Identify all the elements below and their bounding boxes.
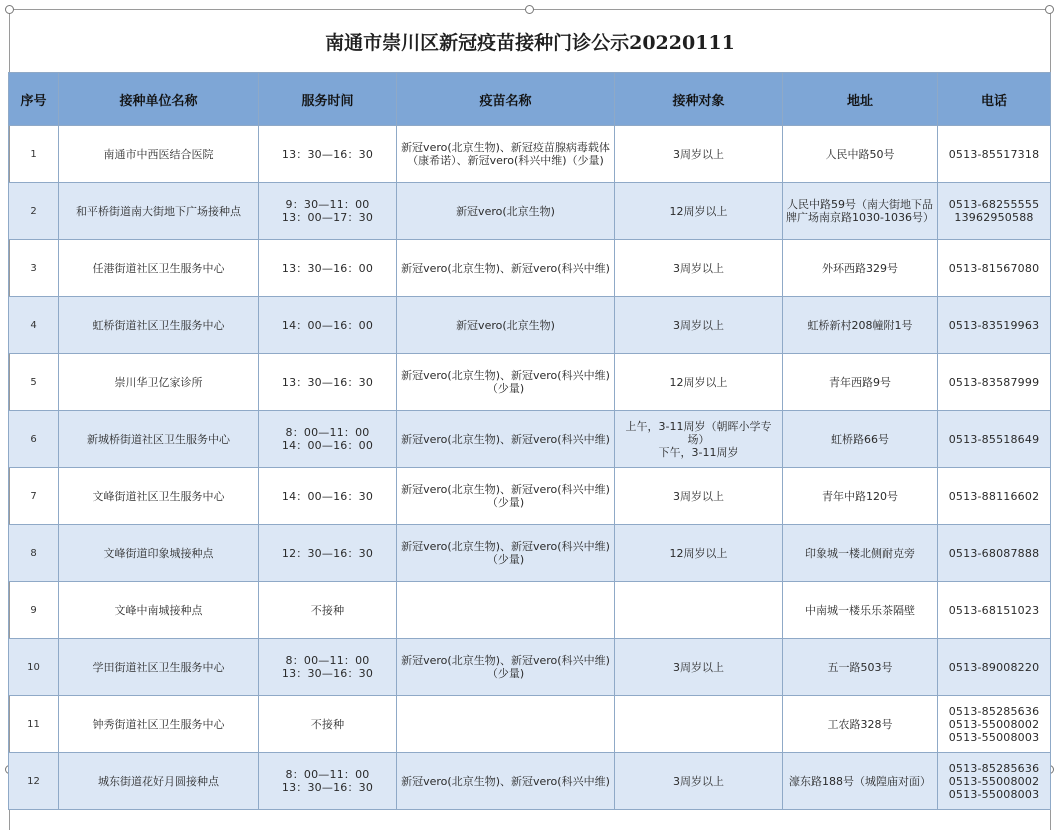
cell-time: 13：30—16：00 (259, 240, 397, 297)
cell-unit: 钟秀街道社区卫生服务中心 (59, 696, 259, 753)
cell-seq: 12 (9, 753, 59, 810)
cell-unit: 崇川华卫亿家诊所 (59, 354, 259, 411)
cell-seq: 4 (9, 297, 59, 354)
cell-phone: 0513-81567080 (938, 240, 1051, 297)
cell-address: 外环西路329号 (783, 240, 938, 297)
table-row (9, 468, 1051, 525)
cell-phone: 0513-68087888 (938, 525, 1051, 582)
cell-target (615, 696, 783, 753)
cell-unit: 文峰中南城接种点 (59, 582, 259, 639)
cell-address: 虹桥新村208幢附1号 (783, 297, 938, 354)
cell-phone: 0513-85518649 (938, 411, 1051, 468)
table-row (9, 354, 1051, 411)
cell-unit: 新城桥街道社区卫生服务中心 (59, 411, 259, 468)
cell-target: 3周岁以上 (615, 639, 783, 696)
cell-vaccine: 新冠vero(北京生物)、新冠vero(科兴中维)（少量) (397, 354, 615, 411)
cell-phone: 0513-85285636 0513-55008002 0513-55008003 (938, 753, 1051, 810)
cell-unit: 文峰街道社区卫生服务中心 (59, 468, 259, 525)
table-row (9, 240, 1051, 297)
cell-address: 濠东路188号（城隍庙对面） (783, 753, 938, 810)
header-unit: 接种单位名称 (59, 73, 259, 126)
cell-vaccine: 新冠vero(北京生物)、新冠vero(科兴中维) (397, 753, 615, 810)
table-row (9, 582, 1051, 639)
cell-time: 13：30—16：30 (259, 354, 397, 411)
cell-time: 8：00—11：00 13：30—16：30 (259, 639, 397, 696)
cell-seq: 8 (9, 525, 59, 582)
cell-vaccine: 新冠vero(北京生物)、新冠vero(科兴中维)（少量) (397, 468, 615, 525)
cell-unit: 任港街道社区卫生服务中心 (59, 240, 259, 297)
cell-unit: 虹桥街道社区卫生服务中心 (59, 297, 259, 354)
table-row (9, 696, 1051, 753)
cell-vaccine: 新冠vero(北京生物)、新冠vero(科兴中维) (397, 240, 615, 297)
header-target: 接种对象 (615, 73, 783, 126)
cell-address: 人民中路50号 (783, 126, 938, 183)
cell-time: 14：00—16：30 (259, 468, 397, 525)
header-time: 服务时间 (259, 73, 397, 126)
cell-target (615, 582, 783, 639)
clinic-table (8, 72, 1051, 810)
cell-target: 3周岁以上 (615, 753, 783, 810)
cell-time: 不接种 (259, 696, 397, 753)
cell-address: 虹桥路66号 (783, 411, 938, 468)
cell-phone: 0513-89008220 (938, 639, 1051, 696)
cell-phone: 0513-85517318 (938, 126, 1051, 183)
cell-target: 12周岁以上 (615, 183, 783, 240)
table-row (9, 753, 1051, 810)
cell-address: 五一路503号 (783, 639, 938, 696)
header-vaccine: 疫苗名称 (397, 73, 615, 126)
cell-time: 13：30—16：30 (259, 126, 397, 183)
cell-time: 14：00—16：00 (259, 297, 397, 354)
cell-unit: 和平桥街道南大街地下广场接种点 (59, 183, 259, 240)
cell-address: 工农路328号 (783, 696, 938, 753)
cell-vaccine (397, 696, 615, 753)
cell-vaccine: 新冠vero(北京生物)、新冠vero(科兴中维) (397, 411, 615, 468)
cell-unit: 城东街道花好月圆接种点 (59, 753, 259, 810)
cell-seq: 1 (9, 126, 59, 183)
cell-vaccine: 新冠vero(北京生物)、新冠vero(科兴中维)（少量) (397, 525, 615, 582)
cell-seq: 9 (9, 582, 59, 639)
cell-phone: 0513-83519963 (938, 297, 1051, 354)
cell-phone: 0513-68151023 (938, 582, 1051, 639)
cell-unit: 学田街道社区卫生服务中心 (59, 639, 259, 696)
cell-vaccine: 新冠vero(北京生物)、新冠疫苗腺病毒载体（康希诺）、新冠vero(科兴中维)（少量) (397, 126, 615, 183)
page-title: 南通市崇川区新冠疫苗接种门诊公示20220111 (325, 31, 735, 54)
cell-time: 9：30—11：00 13：00—17：30 (259, 183, 397, 240)
cell-vaccine (397, 582, 615, 639)
cell-seq: 2 (9, 183, 59, 240)
header-seq: 序号 (9, 73, 59, 126)
cell-phone: 0513-85285636 0513-55008002 0513-55008003 (938, 696, 1051, 753)
cell-seq: 3 (9, 240, 59, 297)
cell-target: 3周岁以上 (615, 240, 783, 297)
cell-unit: 南通市中西医结合医院 (59, 126, 259, 183)
table-row (9, 411, 1051, 468)
cell-seq: 11 (9, 696, 59, 753)
cell-target: 3周岁以上 (615, 126, 783, 183)
cell-target: 12周岁以上 (615, 525, 783, 582)
cell-address: 人民中路59号（南大街地下品牌广场南京路1030-1036号） (783, 183, 938, 240)
cell-address: 印象城一楼北侧耐克旁 (783, 525, 938, 582)
cell-time: 不接种 (259, 582, 397, 639)
table-row (9, 126, 1051, 183)
cell-phone: 0513-88116602 (938, 468, 1051, 525)
cell-unit: 文峰街道印象城接种点 (59, 525, 259, 582)
cell-phone: 0513-83587999 (938, 354, 1051, 411)
cell-vaccine: 新冠vero(北京生物)、新冠vero(科兴中维)（少量) (397, 639, 615, 696)
cell-address: 青年西路9号 (783, 354, 938, 411)
cell-vaccine: 新冠vero(北京生物) (397, 183, 615, 240)
cell-target: 3周岁以上 (615, 468, 783, 525)
cell-time: 12：30—16：30 (259, 525, 397, 582)
table-row (9, 525, 1051, 582)
table-row (9, 639, 1051, 696)
cell-time: 8：00—11：00 14：00—16：00 (259, 411, 397, 468)
table-header-row (9, 73, 1051, 126)
cell-seq: 10 (9, 639, 59, 696)
cell-vaccine: 新冠vero(北京生物) (397, 297, 615, 354)
cell-target: 3周岁以上 (615, 297, 783, 354)
header-phone: 电话 (938, 73, 1051, 126)
cell-seq: 5 (9, 354, 59, 411)
table-row (9, 297, 1051, 354)
cell-target: 12周岁以上 (615, 354, 783, 411)
cell-phone: 0513-68255555 13962950588 (938, 183, 1051, 240)
cell-address: 青年中路120号 (783, 468, 938, 525)
cell-target: 上午，3-11周岁（朝晖小学专场） 下午，3-11周岁 (615, 411, 783, 468)
cell-seq: 7 (9, 468, 59, 525)
table-row (9, 183, 1051, 240)
cell-seq: 6 (9, 411, 59, 468)
header-address: 地址 (783, 73, 938, 126)
cell-time: 8：00—11：00 13：30—16：30 (259, 753, 397, 810)
cell-address: 中南城一楼乐乐茶隔壁 (783, 582, 938, 639)
